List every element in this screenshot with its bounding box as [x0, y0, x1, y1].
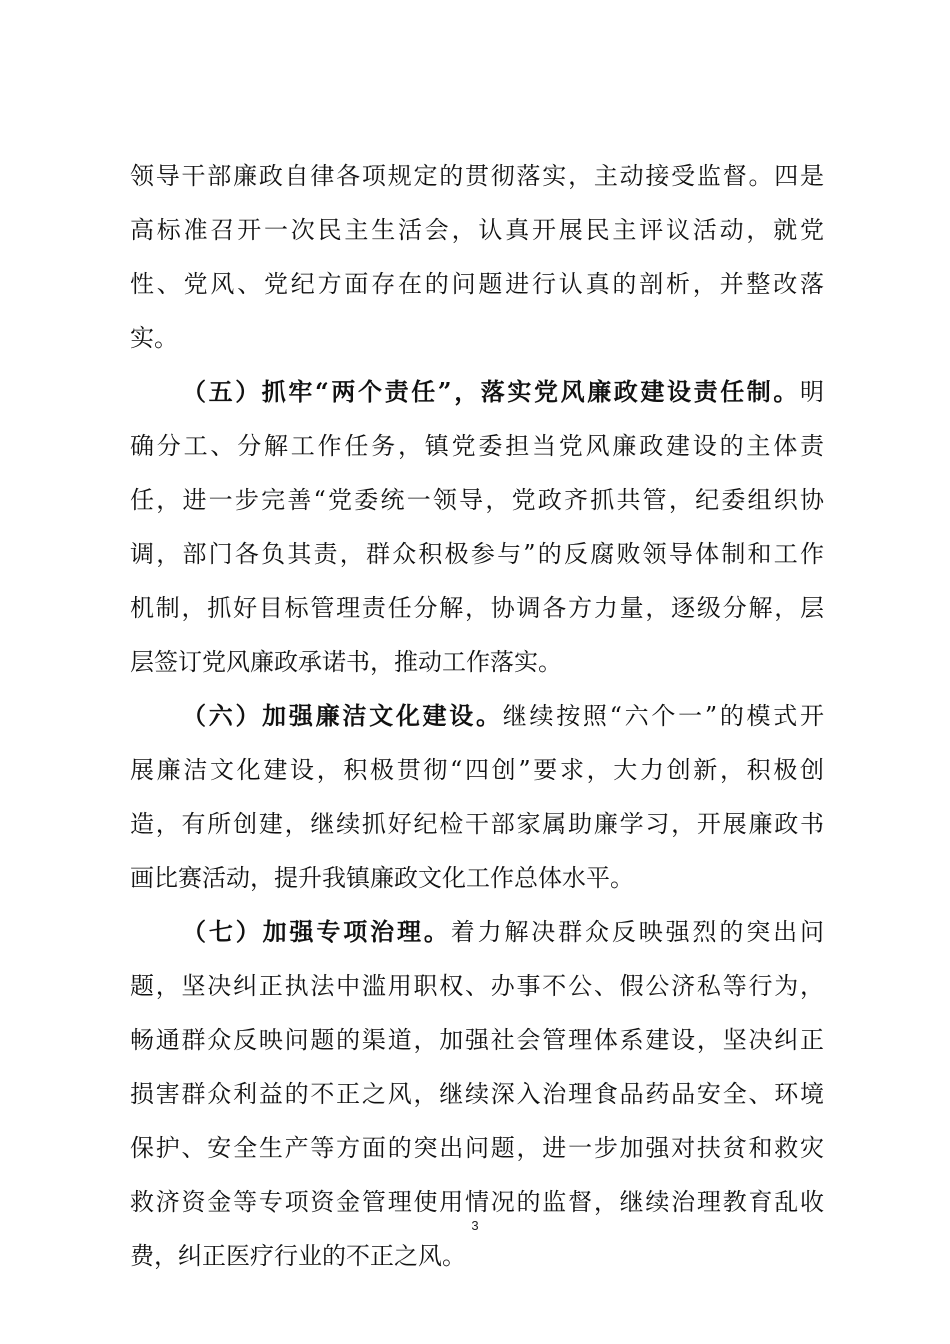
text-line: 确分工、分解工作任务，镇党委担当党风廉政建设的主体责 [130, 432, 824, 460]
text-line: 费，纠正医疗行业的不正之风。 [130, 1242, 466, 1270]
text-line [130, 905, 824, 959]
section-heading-5: （五）抓牢“两个责任”，落实党风廉政建设责任制。 [182, 377, 800, 406]
text-run: 明 [800, 378, 824, 406]
text-line: 实。 [130, 324, 178, 352]
paragraph-continuation [130, 149, 824, 365]
text-line: 性、党风、党纪方面存在的问题进行认真的剖析，并整改落 [130, 270, 824, 298]
text-line: 题，坚决纠正执法中滥用职权、办事不公、假公济私等行为， [130, 972, 824, 1000]
text-line: 救济资金等专项资金管理使用情况的监督，继续治理教育乱收 [130, 1188, 824, 1216]
section-heading-6: （六）加强廉洁文化建设。 [182, 701, 503, 730]
section-paragraph-6 [130, 689, 824, 905]
text-line [130, 689, 824, 743]
text-line: 保护、安全生产等方面的突出问题，进一步加强对扶贫和救灾 [130, 1134, 824, 1162]
text-line: 领导干部廉政自律各项规定的贯彻落实，主动接受监督。四是 [130, 162, 824, 190]
section-heading-7: （七）加强专项治理。 [182, 917, 451, 946]
text-line: 调，部门各负其责，群众积极参与”的反腐败领导体制和工作 [130, 540, 824, 568]
text-line: 高标准召开一次民主生活会，认真开展民主评议活动，就党 [130, 216, 824, 244]
section-paragraph-5 [130, 365, 824, 689]
text-run: 着力解决群众反映强烈的突出问 [450, 918, 825, 946]
text-line: 画比赛活动，提升我镇廉政文化工作总体水平。 [130, 864, 634, 892]
text-line: 任，进一步完善“党委统一领导，党政齐抓共管，纪委组织协 [130, 486, 824, 514]
text-line: 损害群众利益的不正之风，继续深入治理食品药品安全、环境 [130, 1080, 824, 1108]
text-line: 展廉洁文化建设，积极贯彻“四创”要求，大力创新，积极创 [130, 756, 824, 784]
text-line [130, 365, 824, 419]
text-run: 继续按照“六个一”的模式开 [502, 702, 824, 730]
text-line: 层签订党风廉政承诺书，推动工作落实。 [130, 648, 562, 676]
document-body [130, 149, 824, 1283]
page-number: 3 [471, 1218, 479, 1233]
text-line: 造，有所创建，继续抓好纪检干部家属助廉学习，开展廉政书 [130, 810, 824, 838]
text-line: 畅通群众反映问题的渠道，加强社会管理体系建设，坚决纠正 [130, 1026, 824, 1054]
text-line: 机制，抓好目标管理责任分解，协调各方力量，逐级分解，层 [130, 594, 824, 622]
